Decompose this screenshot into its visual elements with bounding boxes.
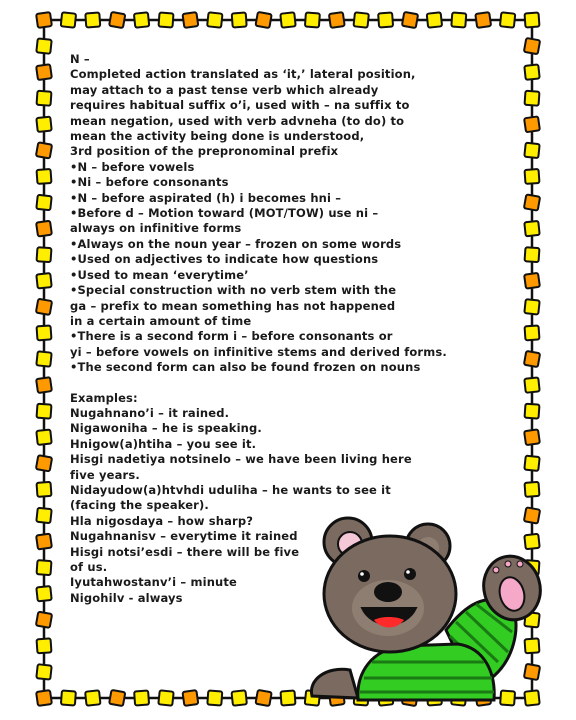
border-square (36, 195, 51, 210)
border-square (524, 456, 539, 471)
border-square (524, 351, 540, 367)
example-line: five years. (70, 467, 140, 482)
border-square (36, 377, 52, 393)
border-square (36, 351, 51, 366)
border-square (36, 534, 52, 550)
definition-line: mean negation, used with verb advneha (to do) to (70, 113, 405, 128)
rule-line: •The second form can also be found frozen on nouns (70, 360, 421, 375)
border-square (378, 13, 393, 28)
border-square (37, 482, 52, 497)
border-square (134, 691, 149, 706)
border-square (36, 508, 51, 523)
border-square (109, 12, 125, 28)
definition-line: may attach to a past tense verb which already (70, 82, 379, 97)
rule-line: •Special construction with no verb stem with the (70, 283, 397, 298)
border-square (36, 38, 51, 53)
example-line: of us. (70, 560, 108, 574)
example-line: Nigawoniha – he is speaking. (70, 421, 262, 436)
border-square (37, 560, 52, 575)
example-line: Nidayudow(a)htvhdi uduliha – he wants to see it (70, 482, 391, 497)
border-square (36, 664, 51, 679)
border-square (524, 64, 539, 79)
border-square (525, 325, 540, 340)
border-square (37, 638, 52, 653)
rule-line: •There is a second form i – before consonants or (70, 329, 393, 344)
border-square (182, 12, 198, 28)
border-square (402, 12, 418, 28)
definition-line: Completed action translated as ‘it,’ lateral position, (70, 67, 416, 82)
border-square (36, 612, 52, 628)
waving-bear-illustration (298, 512, 560, 702)
rule-line: ga – prefix to mean something has not happened (70, 298, 396, 313)
border-square (36, 430, 51, 445)
definition-line: 3rd position of the prepronominal prefix (70, 144, 339, 159)
border-square (37, 91, 52, 106)
example-line: Nugahnano’i – it rained. (70, 405, 230, 420)
border-square (354, 12, 369, 27)
rule-line: •N – before vowels (70, 159, 195, 174)
border-square (36, 64, 52, 80)
border-square (427, 12, 442, 27)
border-square (524, 429, 540, 445)
border-square (525, 404, 540, 419)
example-line: Nigohilv - always (70, 590, 183, 605)
bear-nose (374, 582, 402, 602)
border-square (36, 586, 51, 601)
border-square (329, 12, 345, 28)
border-square (475, 12, 491, 28)
border-square (280, 12, 295, 27)
border-square (524, 38, 540, 54)
border-square (524, 116, 540, 132)
border-square (159, 13, 174, 28)
border-square (37, 247, 52, 262)
border-square (500, 12, 515, 27)
border-square (524, 299, 539, 314)
border-square (85, 690, 100, 705)
examples-heading: Examples: (70, 390, 138, 405)
rule-line: •Ni – before consonants (70, 175, 229, 190)
rule-line: in a certain amount of time (70, 313, 252, 328)
example-line: Hisgi nadetiya notsinelo – we have been living here (70, 452, 412, 467)
border-square (36, 690, 52, 706)
border-square (524, 377, 539, 392)
border-square (255, 690, 271, 706)
border-square (525, 247, 540, 262)
border-square (451, 13, 466, 28)
bear-eye (358, 570, 370, 582)
border-square (525, 13, 540, 28)
example-line: Hnigow(a)htiha – you see it. (70, 436, 257, 451)
definition-line: requires habitual suffix o’i, used with – na suffix to (70, 98, 410, 113)
definition-line: mean the activity being done is understood, (70, 129, 365, 144)
example-line: Nugahnanisv – everytime it rained (70, 529, 298, 544)
border-square (37, 169, 52, 184)
rule-line: always on infinitive forms (70, 221, 242, 236)
bear-head (324, 536, 456, 652)
border-square (85, 13, 100, 28)
border-square (158, 690, 173, 705)
example-line: Iyutahwostanv’i – minute (70, 575, 237, 590)
heading: N – (70, 52, 90, 66)
border-square (37, 404, 52, 419)
rule-line: •Before d – Motion toward (MOT/TOW) use ni – (70, 206, 379, 221)
border-square (36, 455, 52, 471)
border-square (525, 482, 540, 497)
border-square (525, 91, 540, 106)
border-square (36, 299, 52, 315)
rule-line: •Used to mean ‘everytime’ (70, 267, 249, 282)
border-square (37, 325, 52, 340)
rule-line: •Used on adjectives to indicate how questions (70, 252, 379, 267)
border-square (524, 273, 540, 289)
border-square (182, 690, 198, 706)
rule-line: •Always on the noun year – frozen on some words (70, 236, 402, 251)
bear-left-arm (311, 669, 358, 698)
rule-line: yi – before vowels on infinitive stems and derived forms. (70, 344, 447, 359)
border-square (36, 12, 52, 28)
rules-list (70, 160, 510, 376)
border-square (305, 13, 320, 28)
rule-line: •N – before aspirated (h) i becomes hni – (70, 190, 342, 205)
border-square (207, 12, 222, 27)
bear-eye (404, 568, 416, 580)
border-square (524, 143, 539, 158)
example-line: Hisgi notsi’esdi – there will be five (70, 544, 300, 559)
border-square (524, 194, 540, 210)
border-square (281, 691, 296, 706)
example-line: Hla nigosdaya – how sharp? (70, 513, 254, 528)
definition-paragraph (70, 67, 510, 159)
border-square (36, 117, 51, 132)
border-square (36, 273, 51, 288)
border-square (232, 690, 247, 705)
border-square (109, 690, 125, 706)
border-square (524, 221, 539, 236)
example-line: (facing the speaker). (70, 498, 209, 513)
border-square (36, 142, 52, 158)
border-square (525, 169, 540, 184)
border-square (61, 691, 76, 706)
border-square (232, 13, 247, 28)
border-square (255, 12, 271, 28)
border-square (36, 221, 52, 237)
border-square (134, 12, 149, 27)
border-square (207, 691, 222, 706)
border-square (61, 12, 76, 27)
